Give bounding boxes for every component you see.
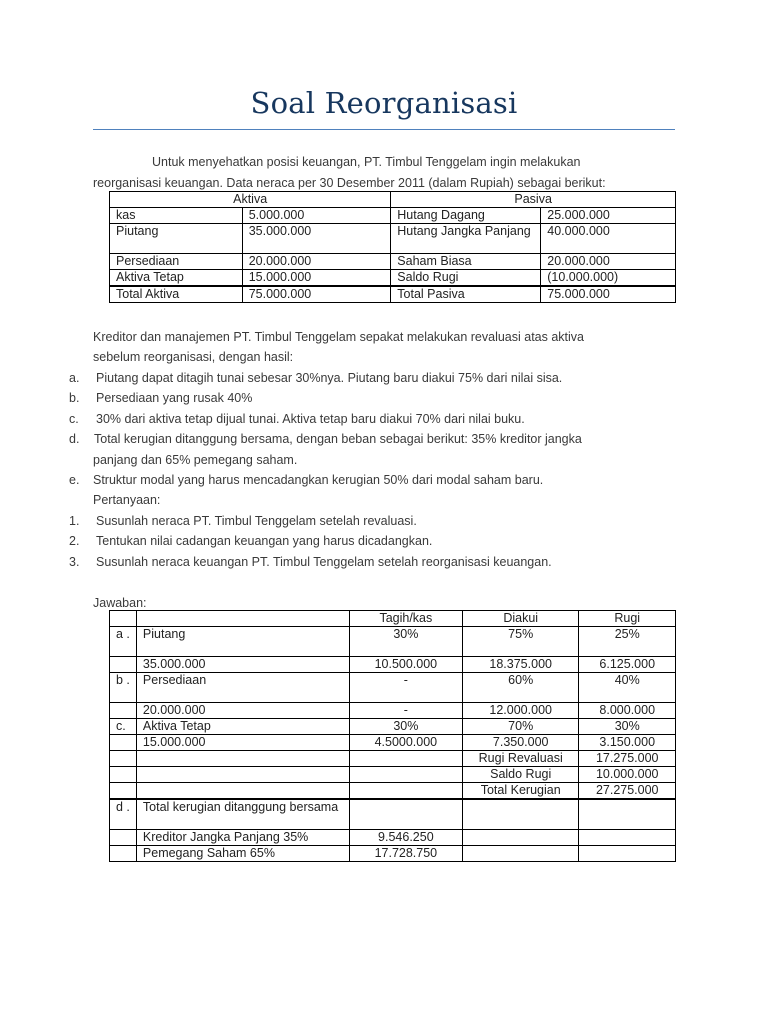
cell bbox=[136, 783, 349, 800]
cell bbox=[349, 751, 462, 767]
cell: - bbox=[349, 703, 462, 719]
cell: 17.275.000 bbox=[579, 751, 676, 767]
cell: 10.500.000 bbox=[349, 657, 462, 673]
answer-row bbox=[110, 719, 676, 735]
cell bbox=[579, 846, 676, 862]
header-rugi: Rugi bbox=[579, 611, 676, 627]
list-item: Struktur modal yang harus mencadangkan kerugian 50% dari modal saham baru. bbox=[93, 473, 544, 487]
cell bbox=[462, 846, 579, 862]
cell: 20.000.000 bbox=[541, 254, 676, 270]
cell bbox=[110, 846, 137, 862]
cell: b . bbox=[110, 673, 137, 703]
body-paragraph-2: sebelum reorganisasi, dengan hasil: bbox=[93, 350, 294, 364]
cell: d . bbox=[110, 799, 137, 830]
list-marker: 1. bbox=[69, 514, 80, 528]
cell: 35.000.000 bbox=[136, 657, 349, 673]
cell bbox=[110, 783, 137, 800]
cell: Total Pasiva bbox=[391, 286, 541, 303]
cell: Saldo Rugi bbox=[462, 767, 579, 783]
cell: Piutang bbox=[136, 627, 349, 657]
cell: Total Aktiva bbox=[110, 286, 243, 303]
cell: Aktiva Tetap bbox=[110, 270, 243, 287]
cell: Hutang Jangka Panjang bbox=[391, 224, 541, 254]
cell: Piutang bbox=[110, 224, 243, 254]
cell: Persediaan bbox=[136, 673, 349, 703]
header-aktiva: Aktiva bbox=[110, 192, 391, 208]
title-underline bbox=[93, 129, 675, 130]
cell: - bbox=[349, 673, 462, 703]
list-item-continuation: panjang dan 65% pemegang saham. bbox=[93, 453, 298, 467]
cell: 25% bbox=[579, 627, 676, 657]
answer-header-row bbox=[110, 611, 676, 627]
list-item: Susunlah neraca keuangan PT. Timbul Tenggelam setelah reorganisasi keuangan. bbox=[96, 555, 552, 569]
balance-row bbox=[110, 224, 676, 254]
cell bbox=[349, 767, 462, 783]
cell: 27.275.000 bbox=[579, 783, 676, 800]
balance-row bbox=[110, 270, 676, 287]
cell: 18.375.000 bbox=[462, 657, 579, 673]
answer-row bbox=[110, 735, 676, 751]
answer-row bbox=[110, 830, 676, 846]
cell bbox=[579, 799, 676, 830]
answer-row bbox=[110, 751, 676, 767]
cell: 60% bbox=[462, 673, 579, 703]
questions-heading: Pertanyaan: bbox=[93, 493, 161, 507]
cell bbox=[110, 830, 137, 846]
list-marker: 2. bbox=[69, 534, 80, 548]
cell: Total Kerugian bbox=[462, 783, 579, 800]
cell: 75.000.000 bbox=[242, 286, 391, 303]
cell: 25.000.000 bbox=[541, 208, 676, 224]
list-item: Piutang dapat ditagih tunai sebesar 30%nya. Piutang baru diakui 75% dari nilai sisa. bbox=[96, 371, 563, 385]
cell bbox=[136, 767, 349, 783]
answer-row bbox=[110, 783, 676, 800]
cell: 35.000.000 bbox=[242, 224, 391, 254]
cell: Saham Biasa bbox=[391, 254, 541, 270]
body-paragraph-1: Kreditor dan manajemen PT. Timbul Tenggelam sepakat melakukan revaluasi atas aktiva bbox=[93, 330, 585, 344]
cell: 6.125.000 bbox=[579, 657, 676, 673]
cell bbox=[349, 799, 462, 830]
balance-header-row bbox=[110, 192, 676, 208]
cell: 15.000.000 bbox=[242, 270, 391, 287]
cell: Kreditor Jangka Panjang 35% bbox=[136, 830, 349, 846]
list-marker: b. bbox=[69, 391, 80, 405]
cell: 3.150.000 bbox=[579, 735, 676, 751]
list-item: Tentukan nilai cadangan keuangan yang harus dicadangkan. bbox=[96, 534, 433, 548]
cell: c. bbox=[110, 719, 137, 735]
cell: 75% bbox=[462, 627, 579, 657]
cell bbox=[110, 751, 137, 767]
cell: 17.728.750 bbox=[349, 846, 462, 862]
cell: 7.350.000 bbox=[462, 735, 579, 751]
answer-heading: Jawaban: bbox=[93, 596, 147, 610]
cell: Persediaan bbox=[110, 254, 243, 270]
header-tagih-kas: Tagih/kas bbox=[349, 611, 462, 627]
answer-row bbox=[110, 657, 676, 673]
cell: 20.000.000 bbox=[136, 703, 349, 719]
list-item: Total kerugian ditanggung bersama, dengan beban sebagai berikut: 35% kreditor jangka bbox=[94, 432, 582, 446]
cell: 4.5000.000 bbox=[349, 735, 462, 751]
header-diakui: Diakui bbox=[462, 611, 579, 627]
cell: 30% bbox=[579, 719, 676, 735]
list-marker: d. bbox=[69, 432, 80, 446]
cell bbox=[349, 783, 462, 800]
intro-line-2: reorganisasi keuangan. Data neraca per 30 Desember 2011 (dalam Rupiah) sebagai berikut: bbox=[93, 176, 606, 190]
cell bbox=[110, 767, 137, 783]
cell: 8.000.000 bbox=[579, 703, 676, 719]
balance-total-row bbox=[110, 286, 676, 303]
cell bbox=[136, 611, 349, 627]
cell: 15.000.000 bbox=[136, 735, 349, 751]
cell: 12.000.000 bbox=[462, 703, 579, 719]
list-marker: c. bbox=[69, 412, 79, 426]
page-title: Soal Reorganisasi bbox=[250, 86, 518, 120]
list-item: Persediaan yang rusak 40% bbox=[96, 391, 253, 405]
header-pasiva: Pasiva bbox=[391, 192, 676, 208]
list-marker: 3. bbox=[69, 555, 80, 569]
list-marker: a. bbox=[69, 371, 80, 385]
cell: 5.000.000 bbox=[242, 208, 391, 224]
answer-row bbox=[110, 799, 676, 830]
cell: 30% bbox=[349, 719, 462, 735]
list-item: 30% dari aktiva tetap dijual tunai. Aktiva tetap baru diakui 70% dari nilai buku. bbox=[96, 412, 525, 426]
cell: kas bbox=[110, 208, 243, 224]
answer-row bbox=[110, 846, 676, 862]
cell: Rugi Revaluasi bbox=[462, 751, 579, 767]
cell: Hutang Dagang bbox=[391, 208, 541, 224]
list-item: Susunlah neraca PT. Timbul Tenggelam setelah revaluasi. bbox=[96, 514, 417, 528]
cell: Aktiva Tetap bbox=[136, 719, 349, 735]
cell: 40.000.000 bbox=[541, 224, 676, 254]
intro-line-1: Untuk menyehatkan posisi keuangan, PT. Timbul Tenggelam ingin melakukan bbox=[152, 155, 581, 169]
cell: 40% bbox=[579, 673, 676, 703]
cell: Pemegang Saham 65% bbox=[136, 846, 349, 862]
answer-row bbox=[110, 767, 676, 783]
cell: 20.000.000 bbox=[242, 254, 391, 270]
cell bbox=[110, 703, 137, 719]
cell bbox=[462, 830, 579, 846]
cell bbox=[136, 751, 349, 767]
answer-row bbox=[110, 627, 676, 657]
cell: 10.000.000 bbox=[579, 767, 676, 783]
balance-row bbox=[110, 254, 676, 270]
cell: 75.000.000 bbox=[541, 286, 676, 303]
answer-row bbox=[110, 703, 676, 719]
cell: a . bbox=[110, 627, 137, 657]
cell: (10.000.000) bbox=[541, 270, 676, 287]
cell: Total kerugian ditanggung bersama bbox=[136, 799, 349, 830]
cell: Saldo Rugi bbox=[391, 270, 541, 287]
balance-sheet-table bbox=[109, 191, 676, 303]
cell bbox=[110, 735, 137, 751]
cell: 70% bbox=[462, 719, 579, 735]
cell bbox=[110, 657, 137, 673]
cell: 9.546.250 bbox=[349, 830, 462, 846]
balance-row bbox=[110, 208, 676, 224]
cell: 30% bbox=[349, 627, 462, 657]
answer-table bbox=[109, 610, 676, 862]
answer-row bbox=[110, 673, 676, 703]
cell bbox=[110, 611, 137, 627]
list-marker: e. bbox=[69, 473, 80, 487]
cell bbox=[462, 799, 579, 830]
cell bbox=[579, 830, 676, 846]
